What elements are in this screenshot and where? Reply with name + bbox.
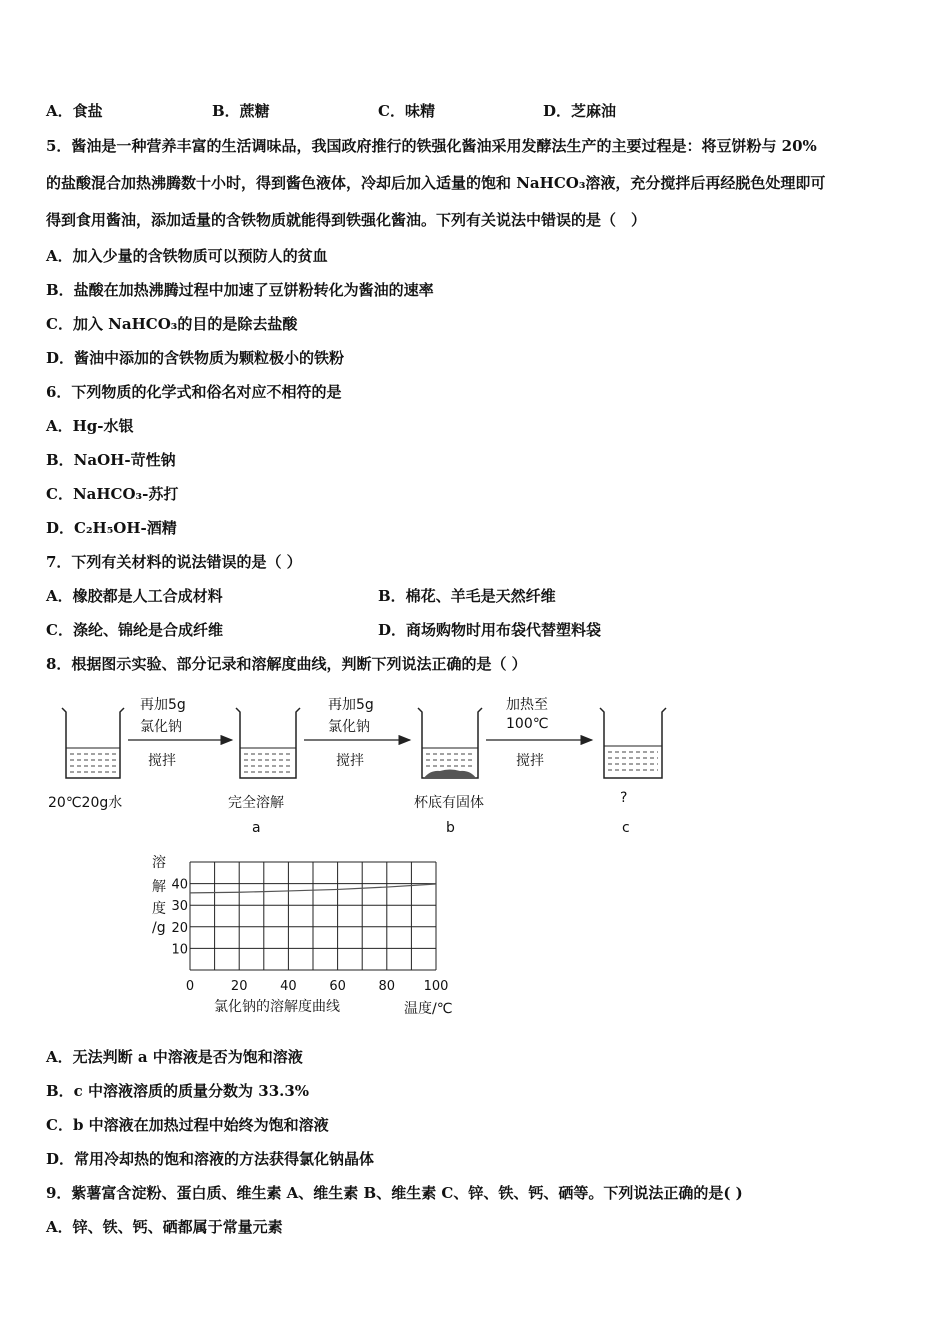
- q5-stem-line2: 的盐酸混合加热沸腾数十小时，得到酱色液体，冷却后加入适量的饱和 NaHCO₃溶液，充分搅拌后再经脱色处理即可: [46, 174, 826, 192]
- q6-option-a: A．Hg-水银: [46, 417, 134, 435]
- q8-option-a: A．无法判断 a 中溶液是否为饱和溶液: [46, 1048, 303, 1066]
- ylabel-char-4: /g: [152, 920, 166, 936]
- q5-option-a: A．加入少量的含铁物质可以预防人的贫血: [46, 247, 328, 265]
- q5-stem-line1: 5．酱油是一种营养丰富的生活调味品，我国政府推行的铁强化酱油采用发酵法生产的主要过程是：将豆饼粉与 20%: [46, 137, 817, 155]
- q7-option-d: D．商场购物时用布袋代替塑料袋: [378, 621, 602, 639]
- ylabel-char-3: 度: [152, 901, 166, 917]
- beaker-start: [62, 708, 124, 778]
- step1-salt-label: 氯化钠: [140, 719, 182, 735]
- q6-option-d: D．C₂H₅OH-酒精: [46, 519, 177, 537]
- q6-stem: 6．下列物质的化学式和俗名对应不相符的是: [46, 383, 342, 401]
- q5-option-d: D．酱油中添加的含铁物质为颗粒极小的铁粉: [46, 349, 345, 367]
- step3-stir-label: 搅拌: [516, 753, 544, 769]
- q9-option-a: A．锌、铁、钙、硒都属于常量元素: [46, 1218, 283, 1236]
- y-tick-label: 10: [171, 942, 188, 958]
- x-tick-label: 0: [185, 979, 195, 994]
- q7-stem: 7．下列有关材料的说法错误的是（ ）: [46, 553, 302, 571]
- step2-salt-label: 氯化钠: [328, 719, 370, 735]
- beaker-c: [600, 708, 666, 778]
- beaker-a-letter: a: [252, 820, 261, 836]
- y-tick-label: 20: [171, 920, 188, 936]
- step1-stir-label: 搅拌: [148, 753, 176, 769]
- q6-option-c: C．NaHCO₃-苏打: [46, 485, 179, 503]
- step2-stir-label: 搅拌: [336, 753, 364, 769]
- beaker-b-letter: b: [446, 820, 455, 836]
- q5-stem-line3: 得到食用酱油，添加适量的含铁物质就能得到铁强化酱油。下列有关说法中错误的是（ ）: [46, 211, 647, 229]
- q6-option-b: B．NaOH-苛性钠: [46, 451, 176, 469]
- x-tick-label: 100: [423, 979, 449, 994]
- q8-option-d: D．常用冷却热的饱和溶液的方法获得氯化钠晶体: [46, 1150, 375, 1168]
- x-tick-label: 80: [378, 979, 396, 994]
- solid-sediment: [424, 770, 476, 779]
- q8-option-c: C．b 中溶液在加热过程中始终为饱和溶液: [46, 1116, 329, 1134]
- q4-option-c: C．味精: [378, 102, 435, 120]
- q9-stem: 9．紫薯富含淀粉、蛋白质、维生素 A、维生素 B、维生素 C、锌、铁、钙、硒等。下列说法正确的是( ): [46, 1184, 743, 1202]
- y-tick-label: 40: [171, 877, 188, 893]
- q7-option-b: B．棉花、羊毛是天然纤维: [378, 587, 556, 605]
- q5-option-b: B．盐酸在加热沸腾过程中加速了豆饼粉转化为酱油的速率: [46, 281, 434, 299]
- q7-option-a: A．橡胶都是人工合成材料: [46, 587, 223, 605]
- beaker-a-note: 完全溶解: [228, 795, 284, 811]
- ylabel-char-1: 溶: [152, 855, 166, 871]
- chart-xlabel: 温度/℃: [404, 1001, 453, 1017]
- beaker-b-note: 杯底有固体: [414, 795, 484, 811]
- beaker-b: [418, 708, 482, 778]
- q7-option-c: C．涤纶、锦纶是合成纤维: [46, 621, 223, 639]
- q8-stem: 8．根据图示实验、部分记录和溶解度曲线，判断下列说法正确的是（ ）: [46, 655, 527, 673]
- x-tick-label: 40: [280, 979, 297, 994]
- x-tick-label: 60: [329, 979, 346, 994]
- beaker-a: [236, 708, 300, 778]
- step2-add-label: 再加5g: [328, 697, 374, 713]
- step3-heat-label: 加热至: [506, 697, 548, 713]
- q4-option-b: B．蔗糖: [212, 102, 270, 120]
- q4-option-d: D．芝麻油: [543, 102, 617, 120]
- step1-add-label: 再加5g: [140, 697, 186, 713]
- q8-option-b: B．c 中溶液溶质的质量分数为 33.3%: [46, 1082, 310, 1100]
- step3-temp-label: 100℃: [506, 716, 549, 732]
- x-tick-label: 20: [230, 979, 248, 994]
- beaker-c-letter: c: [622, 820, 630, 836]
- q5-option-c: C．加入 NaHCO₃的目的是除去盐酸: [46, 315, 298, 333]
- q4-option-a: A．食盐: [46, 102, 103, 120]
- beaker-c-note: ?: [620, 790, 628, 806]
- chart-title: 氯化钠的溶解度曲线: [214, 999, 340, 1015]
- ylabel-char-2: 解: [152, 879, 166, 895]
- y-tick-label: 30: [171, 899, 188, 915]
- start-condition-label: 20℃20g水: [48, 795, 123, 811]
